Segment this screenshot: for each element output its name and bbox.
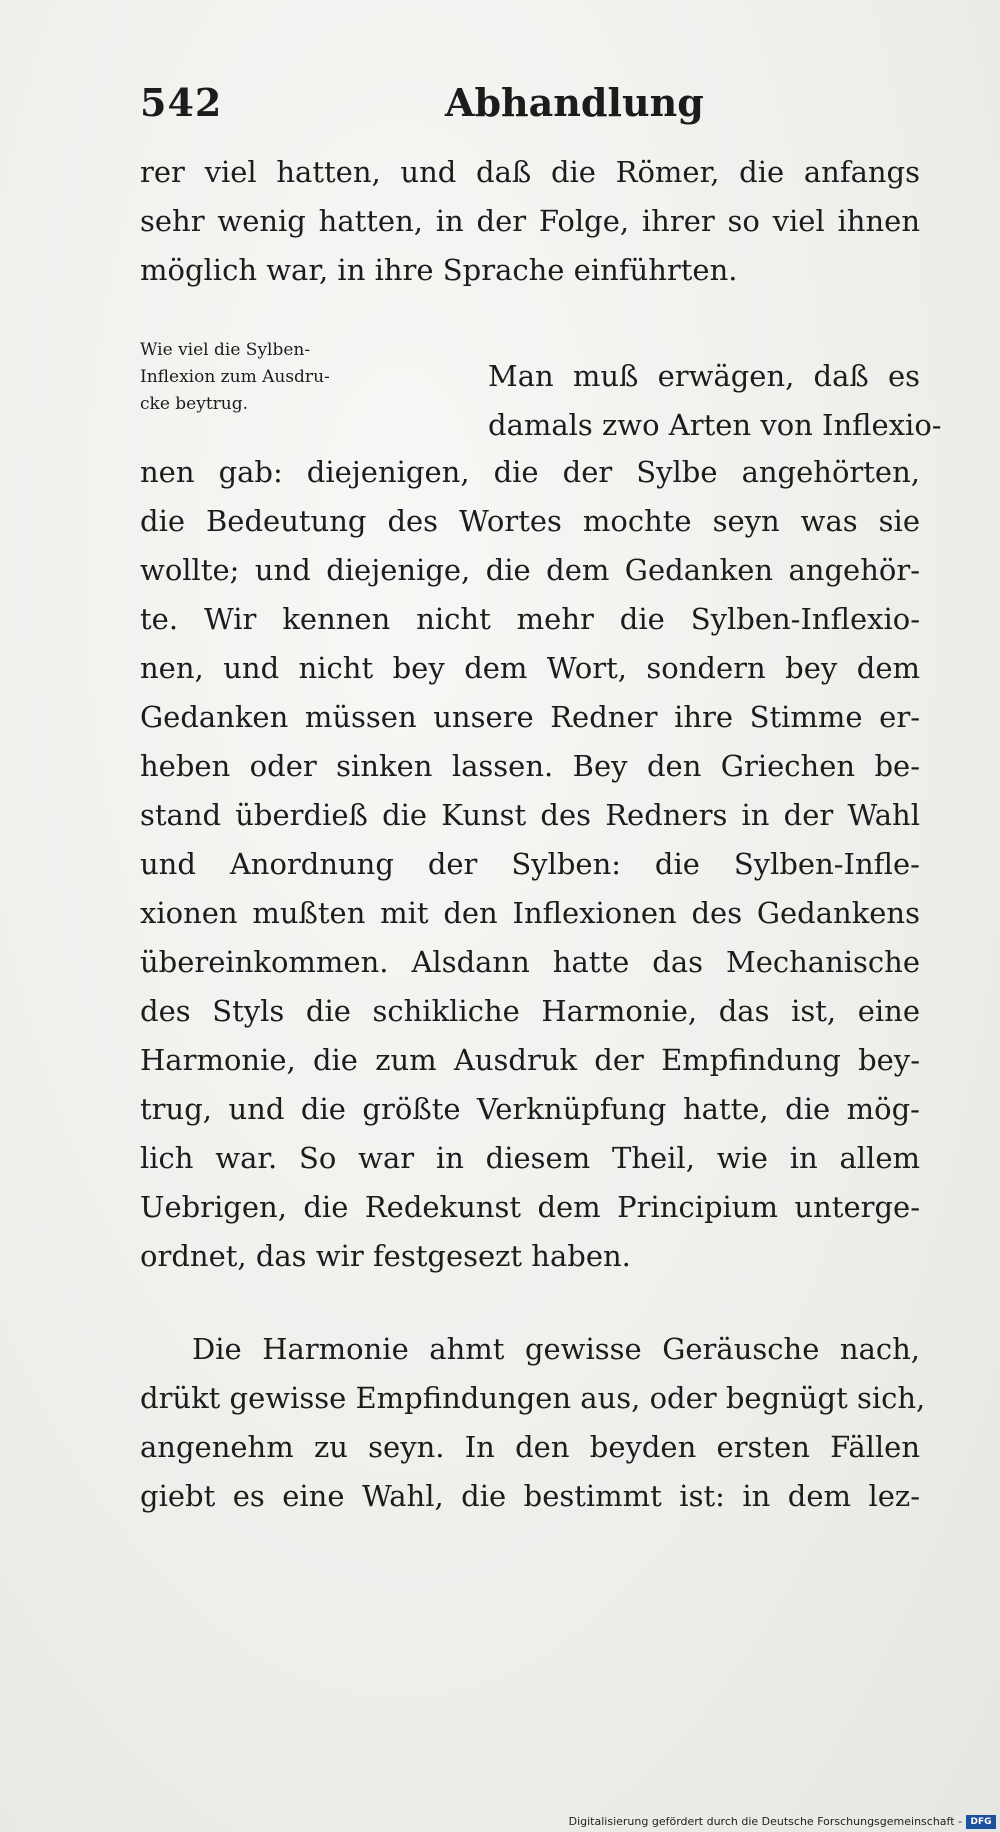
text-line: Harmonie, die zum Ausdruk der Empfindung bey- [140, 1043, 920, 1077]
page-number: 542 [140, 80, 223, 125]
dfg-logo: DFG [966, 1815, 996, 1829]
marginal-note-line: Wie viel die Sylben- [140, 340, 311, 360]
text-line: xionen mußten mit den Inflexionen des Gedankens [140, 896, 920, 930]
funding-credit: Digitalisierung gefördert durch die Deutsche Forschungsgemeinschaft - [568, 1815, 962, 1828]
text-line: ordnet, das wir festgesezt haben. [140, 1239, 631, 1273]
digitization-footer [0, 1810, 1000, 1832]
text-line: lich war. So war in diesem Theil, wie in allem [140, 1141, 920, 1175]
text-line: Die Harmonie ahmt gewisse Geräusche nach, [192, 1332, 920, 1366]
text-line: angenehm zu seyn. In den beyden ersten Fällen [140, 1430, 920, 1464]
page-header [140, 80, 920, 130]
text-line: nen gab: diejenigen, die der Sylbe angehörten, [140, 455, 920, 489]
marginal-note-line: cke beytrug. [140, 394, 249, 414]
paragraph-continuation [140, 148, 920, 295]
paragraph-harmonie [140, 1325, 926, 1521]
text-line: stand überdieß die Kunst des Redners in der Wahl [140, 798, 920, 832]
text-line: übereinkommen. Alsdann hatte das Mechanische [140, 945, 920, 979]
text-line: damals zwo Arten von Inflexio- [488, 408, 942, 442]
running-title: Abhandlung [445, 80, 704, 125]
text-line: Gedanken müssen unsere Redner ihre Stimme er- [140, 700, 920, 734]
marginal-note [140, 337, 440, 418]
text-line: die Bedeutung des Wortes mochte seyn was sie [140, 504, 920, 538]
marginal-note-line: Inflexion zum Ausdru- [140, 367, 330, 387]
text-line: nen, und nicht bey dem Wort, sondern bey dem [140, 651, 920, 685]
text-line: trug, und die größte Verknüpfung hatte, die mög- [140, 1092, 920, 1126]
text-line: wollte; und diejenige, die dem Gedanken angehör- [140, 553, 920, 587]
text-line: drükt gewisse Empfindungen aus, oder begnügt sich, [140, 1381, 926, 1415]
paragraph-opening [488, 352, 942, 450]
text-line: giebt es eine Wahl, die bestimmt ist: in dem lez- [140, 1479, 920, 1513]
text-line: te. Wir kennen nicht mehr die Sylben-Inflexio- [140, 602, 920, 636]
text-line: des Styls die schikliche Harmonie, das ist, eine [140, 994, 920, 1028]
text-line: Man muß erwägen, daß es [488, 359, 920, 393]
text-line: heben oder sinken lassen. Bey den Griechen be- [140, 749, 920, 783]
text-line: sehr wenig hatten, in der Folge, ihrer so viel ihnen [140, 204, 920, 238]
text-line: rer viel hatten, und daß die Römer, die anfangs [140, 155, 920, 189]
text-line: Uebrigen, die Redekunst dem Principium unterge- [140, 1190, 920, 1224]
paragraph-body [140, 448, 920, 1281]
text-line: und Anordnung der Sylben: die Sylben-Infle- [140, 847, 920, 881]
text-line: möglich war, in ihre Sprache einführten. [140, 253, 738, 287]
